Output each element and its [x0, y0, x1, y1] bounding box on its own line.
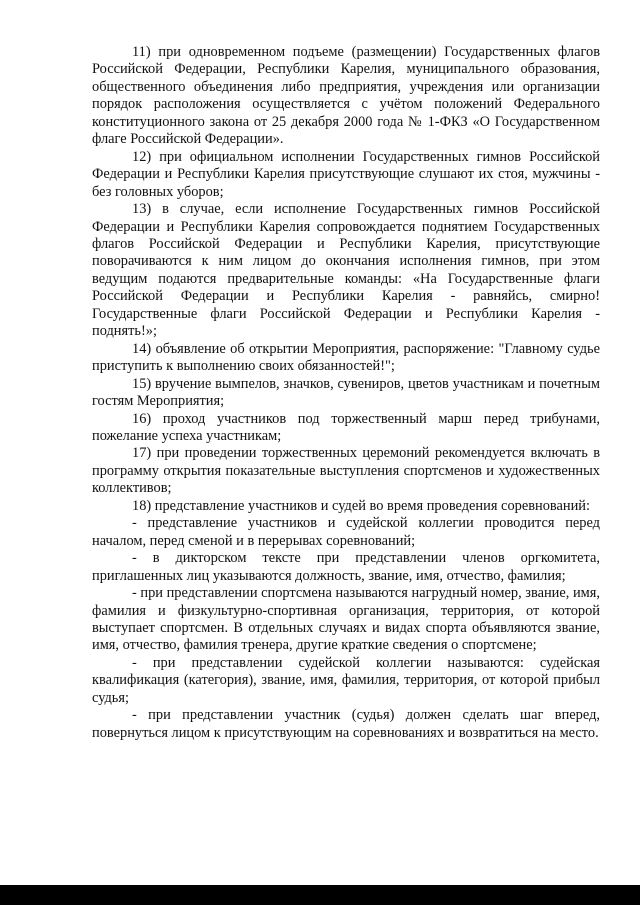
- document-body: [92, 44, 600, 742]
- paragraph-bullet-committee: - в дикторском тексте при представлении членов оргкомитета, приглашенных лиц указываются должность, звание, имя, отчество, фамилия;: [92, 550, 600, 584]
- bottom-black-bar: [0, 885, 640, 905]
- paragraph-item-11: 11) при одновременном подъеме (размещении) Государственных флагов Российской Федерации, Республики Карелия, муниципального образования, общественного объединения либо предприятия, учреждения или организации порядок расположения осуществляется с учётом положений Федерального конституционного закона от 25 декабря 2000 года № 1-ФКЗ «О Государственном флаге Российской Федерации».: [92, 44, 600, 148]
- paragraph-bullet-athlete: - при представлении спортсмена называются нагрудный номер, звание, имя, фамилия и физкультурно-спортивная организация, территория, от которой выступает спортсмен. В отдельных случаях и видах спорта объявляются звание, имя, отчество, фамилия тренера, другие краткие сведения о спортсмене;: [92, 585, 600, 654]
- paragraph-item-17: 17) при проведении торжественных церемоний рекомендуется включать в программу открытия показательные выступления спортсменов и художественных коллективов;: [92, 445, 600, 497]
- paragraph-item-18: 18) представление участников и судей во время проведения соревнований:: [132, 497, 591, 514]
- paragraph-item-16: 16) проход участников под торжественный марш перед трибунами, пожелание успеха участникам;: [92, 410, 600, 444]
- paragraph-item-15: 15) вручение вымпелов, значков, сувениров, цветов участникам и почетным гостям Мероприятия;: [92, 375, 600, 410]
- paragraph-bullet-participants: - представление участников и судейской коллегии проводится перед началом, перед сменой и в перерывах соревнований;: [92, 515, 600, 549]
- paragraph-item-14: 14) объявление об открытии Мероприятия, распоряжение: "Главному судье приступить к выполнению своих обязанностей!";: [92, 340, 600, 375]
- paragraph-bullet-step-forward: - при представлении участник (судья) должен сделать шаг вперед, повернуться лицом к присутствующим на соревнованиях и возвратиться на место.: [92, 707, 600, 741]
- paragraph-item-12: 12) при официальном исполнении Государственных гимнов Российской Федерации и Республики Карелия присутствующие слушают их стоя, мужчины - без головных уборов;: [92, 148, 600, 200]
- paragraph-item-13: 13) в случае, если исполнение Государственных гимнов Российской Федерации и Республики Карелия сопровождается поднятием Государственных флагов Российской Федерации и Республики Карелия, присутствующие поворачиваются к ним лицом до окончания исполнения гимнов, при этом ведущим подаются предварительные команды: «На Государственные флаги Российской Федерации и Республики Карелия - равняйсь, смирно! Государственные флаги Российской Федерации и Республики Карелия - поднять!»;: [92, 201, 600, 340]
- paragraph-bullet-judges: - при представлении судейской коллегии называются: судейская квалификация (категория), звание, имя, фамилия, территория, от которой прибыл судья;: [92, 654, 600, 706]
